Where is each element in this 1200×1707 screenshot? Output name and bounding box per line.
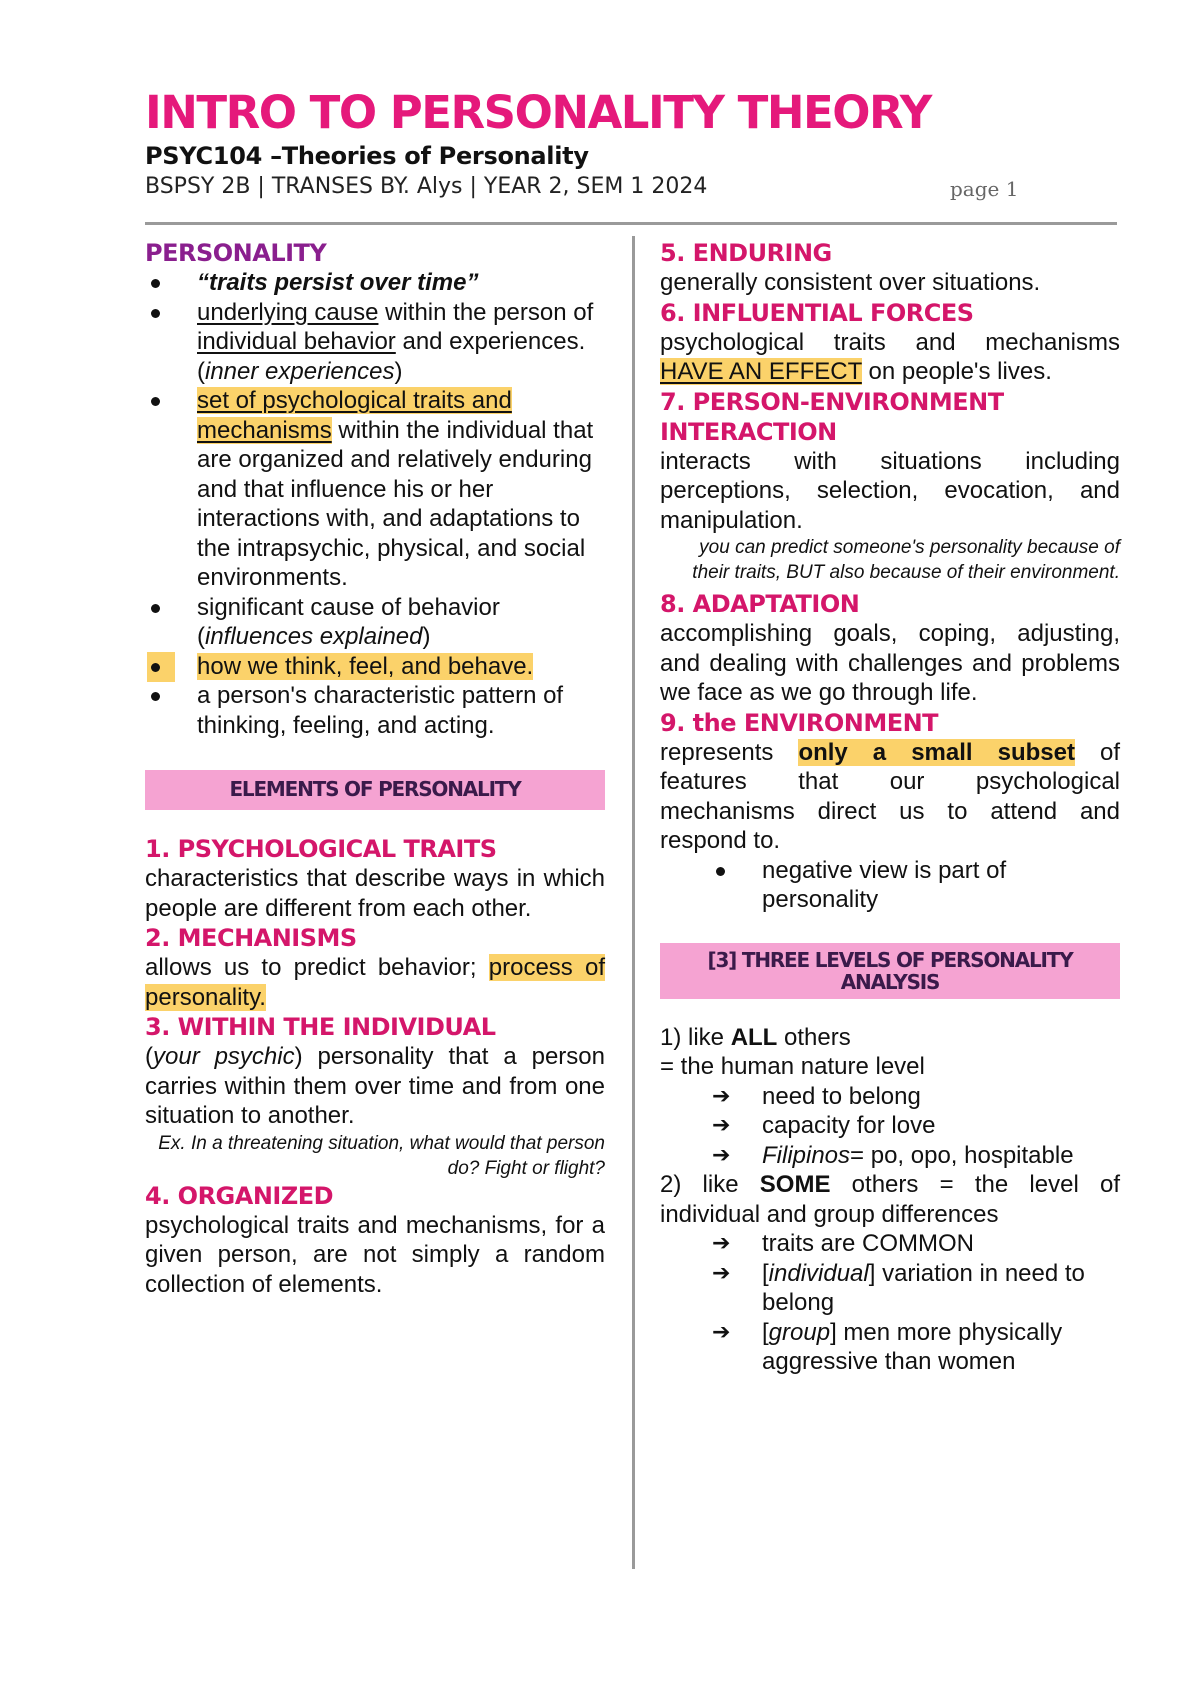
arrow-right-icon: ➔ xyxy=(712,1231,731,1256)
elements-banner: ELEMENTS OF PERSONALITY xyxy=(145,770,605,810)
bullet-icon xyxy=(712,856,740,886)
list-item: a person's characteristic pattern of thinking, feeling, and acting. xyxy=(197,681,605,740)
list-item: ➔ capacity for love xyxy=(712,1112,936,1139)
list-item: ➔ [individual] variation in need to belong xyxy=(712,1259,1085,1316)
arrow-right-icon: ➔ xyxy=(712,1142,731,1168)
list-item: ➔ Filipinos= po, opo, hospitable xyxy=(712,1141,1074,1169)
arrow-right-icon: ➔ xyxy=(712,1113,731,1138)
element-heading: 2. MECHANISMS xyxy=(145,924,357,952)
right-column xyxy=(660,238,1120,1377)
page-title: INTRO TO PERSONALITY THEORY xyxy=(145,86,931,139)
element-heading: 7. PERSON-ENVIRONMENT INTERACTION xyxy=(660,387,1004,446)
list-item: how we think, feel, and behave. xyxy=(197,652,605,682)
element-body: interacts with situations including perceptions, selection, evocation, and manipulation. xyxy=(660,447,1120,534)
list-item: “traits persist over time” xyxy=(197,268,605,298)
list-item: set of psychological traits and mechanisms within the individual that are organized and relatively enduring and that influence his or her interactions with, and adaptations to the intrapsychic, physical, and social environments. xyxy=(197,386,605,593)
left-column xyxy=(145,238,605,1299)
list-item: ➔ traits are COMMON xyxy=(712,1230,975,1257)
bullet-icon xyxy=(147,298,175,328)
element-body: accomplishing goals, coping, adjusting, and dealing with challenges and problems we face as we go through life. xyxy=(660,620,1120,706)
arrow-right-icon: ➔ xyxy=(712,1319,731,1345)
element-heading: 6. INFLUENTIAL FORCES xyxy=(660,298,974,327)
level-one: 1) like ALL others xyxy=(660,1023,851,1051)
element-body: characteristics that describe ways in which people are different from each other. xyxy=(145,865,605,922)
element-body: psychological traits and mechanisms HAVE AN EFFECT on people's lives. xyxy=(660,328,1120,385)
bullet-icon xyxy=(147,652,175,682)
element-body: allows us to predict behavior; process of personality. xyxy=(145,954,606,1011)
levels-banner: [3] THREE LEVELS OF PERSONALITY ANALYSIS xyxy=(660,943,1120,999)
bullet-icon xyxy=(147,386,175,416)
list-item: ➔ need to belong xyxy=(712,1082,921,1110)
level-one-list xyxy=(712,1082,1120,1171)
list-item: underlying cause within the person of individual behavior and experiences. (inner experiences) xyxy=(197,298,605,387)
example-note: Ex. In a threatening situation, what would that person do? Fight or flight? xyxy=(158,1132,605,1179)
element-heading: 1. PSYCHOLOGICAL TRAITS xyxy=(145,835,497,863)
course-subtitle: PSYC104 –Theories of Personality xyxy=(145,142,589,170)
list-item: significant cause of behavior (influences explained) xyxy=(197,593,605,652)
personality-heading: PERSONALITY xyxy=(145,239,327,267)
level-two-list xyxy=(712,1229,1120,1377)
bullet-icon xyxy=(147,681,175,711)
element-heading: 8. ADAPTATION xyxy=(660,590,860,618)
element-heading: 9. the ENVIRONMENT xyxy=(660,708,939,737)
header-divider xyxy=(145,222,1117,225)
element-body: generally consistent over situations. xyxy=(660,269,1041,296)
element-heading: 3. WITHIN THE INDIVIDUAL xyxy=(145,1013,496,1041)
personality-bullet-list xyxy=(197,268,605,740)
author-meta: BSPSY 2B | TRANSES BY. Alys | YEAR 2, SEM 1 2024 xyxy=(145,174,708,199)
example-note: you can predict someone's personality because of their traits, BUT also because of their environment. xyxy=(692,537,1120,583)
arrow-right-icon: ➔ xyxy=(712,1260,731,1286)
element-body: psychological traits and mechanisms, for a given person, are not simply a random collection of elements. xyxy=(145,1211,605,1298)
list-item: ➔ [group] men more physically aggressive than women xyxy=(712,1318,1063,1375)
element-body: (your psychic) personality that a person carries within them over time and from one situation to another. xyxy=(145,1043,605,1129)
page-number: page 1 xyxy=(950,177,1019,201)
environment-bullet-list xyxy=(762,856,1120,915)
level-two: 2) like SOME others = the level of individual and group differences xyxy=(660,1171,1120,1228)
element-heading: 5. ENDURING xyxy=(660,239,832,267)
level-one-description: = the human nature level xyxy=(660,1053,925,1080)
column-divider xyxy=(632,236,635,1569)
list-item: negative view is part of personality xyxy=(762,856,1120,915)
element-body: represents only a small subset of features that our psychological mechanisms direct us to attend and respond to. xyxy=(660,738,1121,854)
bullet-icon xyxy=(147,268,175,298)
element-heading: 4. ORGANIZED xyxy=(145,1181,334,1210)
arrow-right-icon: ➔ xyxy=(712,1083,731,1109)
bullet-icon xyxy=(147,593,175,623)
